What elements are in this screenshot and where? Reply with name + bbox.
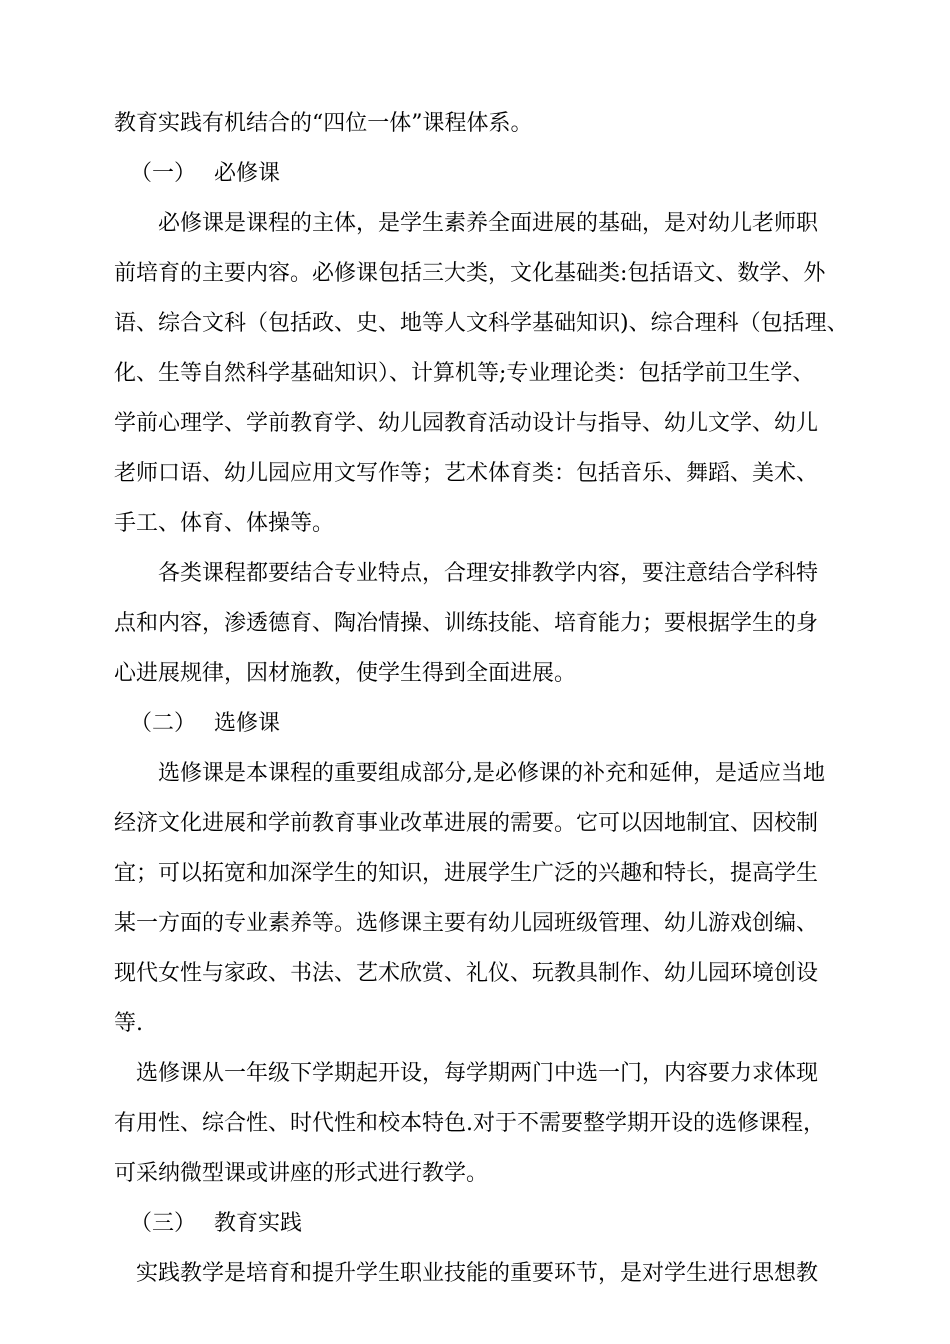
paragraph-line: 老师口语、幼儿园应用文写作等；艺术体育类：包括音乐、舞蹈、美术、 xyxy=(114,461,819,486)
paragraph-line: 前培育的主要内容。必修课包括三大类，文化基础类:包括语文、数学、外 xyxy=(114,261,826,286)
section-number: （一） xyxy=(130,161,197,186)
text-line: 教育实践有机结合的“四位一体”课程体系。 xyxy=(114,111,533,136)
paragraph-line: 必修课是课程的主体，是学生素养全面进展的基础，是对幼儿老师职 xyxy=(158,211,819,236)
paragraph-line: 化、生等自然科学基础知识）、计算机等;专业理论类：包括学前卫生学、 xyxy=(114,361,815,386)
paragraph-line: 实践教学是培育和提升学生职业技能的重要环节，是对学生进行思想教 xyxy=(136,1261,819,1286)
paragraph-line: 点和内容，渗透德育、陶冶情操、训练技能、培育能力；要根据学生的身 xyxy=(114,611,819,636)
section-title: 选修课 xyxy=(214,711,281,736)
section-heading-2 xyxy=(130,709,280,739)
paragraph-line: 有用性、综合性、时代性和校本特色.对于不需要整学期开设的选修课程， xyxy=(114,1111,825,1136)
paragraph-line: 等. xyxy=(114,1011,143,1036)
section-heading-1 xyxy=(130,159,280,189)
section-heading-3 xyxy=(130,1209,302,1239)
section-number: （二） xyxy=(130,711,197,736)
paragraph-line: 可采纳微型课或讲座的形式进行教学。 xyxy=(114,1161,489,1186)
paragraph-line: 选修课是本课程的重要组成部分,是必修课的补充和延伸，是适应当地 xyxy=(158,761,825,786)
paragraph-line: 手工、体育、体操等。 xyxy=(114,511,335,536)
paragraph-line: 语、综合文科（包括政、史、地等人文科学基础知识)、综合理科（包括理、 xyxy=(114,311,849,336)
paragraph-line: 经济文化进展和学前教育事业改革进展的需要。它可以因地制宜、因校制 xyxy=(114,811,819,836)
paragraph-line: 宜；可以拓宽和加深学生的知识，进展学生广泛的兴趣和特长，提高学生 xyxy=(114,861,819,886)
paragraph-line: 某一方面的专业素养等。选修课主要有幼儿园班级管理、幼儿游戏创编、 xyxy=(114,911,819,936)
paragraph-line: 选修课从一年级下学期起开设，每学期两门中选一门，内容要力求体现 xyxy=(136,1061,819,1086)
paragraph-line: 学前心理学、学前教育学、幼儿园教育活动设计与指导、幼儿文学、幼儿 xyxy=(114,411,819,436)
section-title: 必修课 xyxy=(214,161,281,186)
paragraph-line: 心进展规律，因材施教，使学生得到全面进展。 xyxy=(114,661,577,686)
section-title: 教育实践 xyxy=(214,1211,303,1236)
section-number: （三） xyxy=(130,1211,197,1236)
paragraph-line: 现代女性与家政、书法、艺术欣赏、礼仪、玩教具制作、幼儿园环境创设 xyxy=(114,961,819,986)
paragraph-line: 各类课程都要结合专业特点，合理安排教学内容，要注意结合学科特 xyxy=(158,561,819,586)
